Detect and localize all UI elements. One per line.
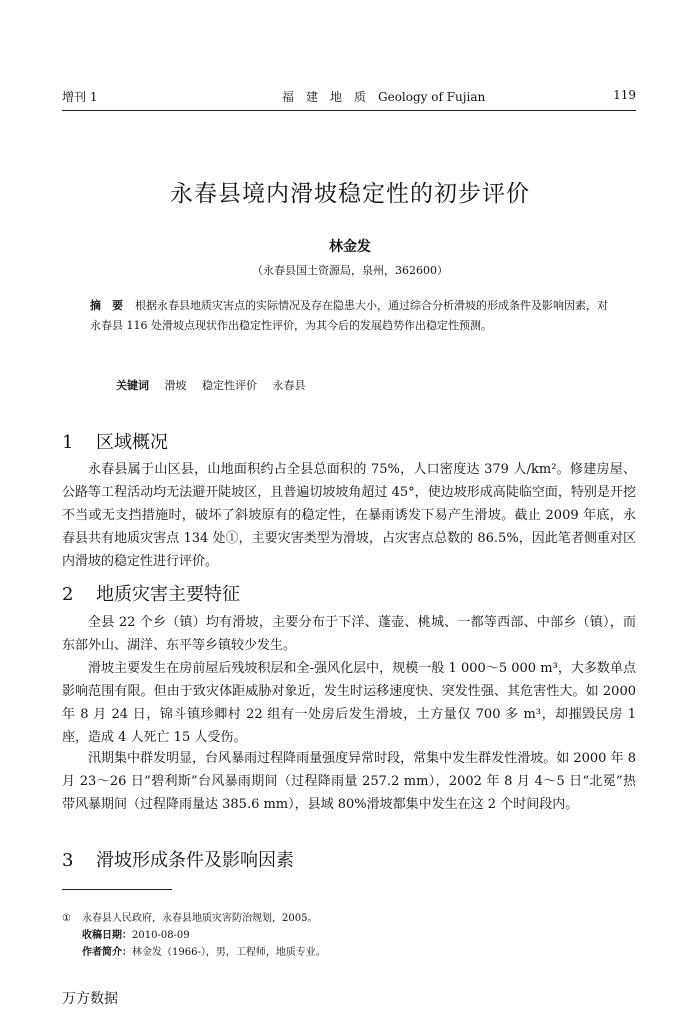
author-bio: [82, 943, 326, 958]
keywords-label: 关键词: [116, 379, 149, 392]
section-title: 滑坡形成条件及影响因素: [96, 850, 294, 871]
section-heading-3: [62, 846, 294, 872]
article-author: 林金发: [329, 239, 371, 255]
received-date: [82, 926, 190, 941]
keyword-item: 滑坡: [164, 379, 187, 392]
section-heading-1: [62, 428, 168, 454]
section-number: 2: [62, 584, 74, 605]
paragraph: 全县 22 个乡（镇）均有滑坡，主要分布于下洋、蓬壶、桃城、一都等西部、中部乡（镇），而东部外山、湖洋、东平等乡镇较少发生。: [62, 615, 636, 653]
abstract-label: 摘 要: [90, 299, 123, 312]
page-number: 119: [613, 88, 636, 102]
abstract-text: 根据永春县地质灾害点的实际情况及存在隐患大小，通过综合分析滑坡的形成条件及影响因素，对永春县 116 处滑坡点现状作出稳定性评价，为其今后的发展趋势作出稳定性预测。: [90, 299, 608, 332]
paragraph: 滑坡主要发生在房前屋后残坡积层和全-强风化层中，规模一般 1 000～5 000 m³，大多数单点影响范围有限。但由于致灾体距威胁对象近，发生时运移速度快、突发性强、其危害性大。如 2000 年 8 月 24 日，锦斗镇珍卿村 22 组有一处房后发生滑坡，土方量仅 700 多 m³，却摧毁民房 1 座，造成 4 人死亡 15 人受伤。: [62, 661, 636, 745]
article-title: 永春县境内滑坡稳定性的初步评价: [170, 181, 530, 207]
footnote-text: 永春县人民政府，永春县地质灾害防治规划，2005。: [82, 913, 318, 924]
paragraph: 汛期集中群发明显，台风暴雨过程降雨量强度异常时段，常集中发生群发性滑坡。如 2000 年 8 月 23～26 日“碧利斯”台风暴雨期间（过程降雨量 257.2 mm），2002 年 8 月 4～5 日“北冕”热带风暴期间（过程降雨量达 385.6 mm），县域 80%滑坡都集中发生在这 2 个时间段内。: [62, 751, 636, 812]
footnote-marker: ①: [62, 913, 71, 924]
section-title: 地质灾害主要特征: [96, 584, 240, 605]
section-number: 1: [62, 432, 74, 453]
section-number: 3: [62, 850, 74, 871]
watermark-text: 万方数据: [62, 991, 118, 1007]
section-heading-2: [62, 580, 240, 606]
keywords: [116, 377, 318, 393]
received-value: 2010-08-09: [132, 930, 190, 941]
journal-name: 福 建 地 质 Geology of Fujian: [282, 90, 486, 104]
keyword-item: 稳定性评价: [202, 379, 257, 392]
received-label: 收稿日期：: [82, 930, 132, 941]
issue-label: 增刊 1: [62, 90, 98, 104]
bio-label: 作者简介：: [82, 947, 132, 958]
header-divider: [62, 110, 636, 111]
footnote-1: [62, 909, 317, 924]
running-header: [62, 88, 636, 106]
section-title: 区域概况: [96, 432, 168, 453]
abstract: [90, 296, 610, 336]
footnote-divider: [62, 889, 172, 890]
paragraph: 永春县属于山区县，山地面积约占全县总面积的 75%，人口密度达 379 人/km²。修建房屋、公路等工程活动均无法避开陡坡区，且普遍切坡坡角超过 45°，使边坡形成高陡临空面，特别是开挖不当或无支挡措施时，破坏了斜坡原有的稳定性，在暴雨诱发下易产生滑坡。截止 2009 年底，永春县共有地质灾害点 134 处①，主要灾害类型为滑坡，占灾害点总数的 86.5%，因此笔者侧重对区内滑坡的稳定性进行评价。: [62, 462, 636, 569]
bio-text: 林金发（1966-），男，工程师，地质专业。: [132, 947, 326, 958]
author-affiliation: （永春县国土资源局，泉州，362600）: [252, 264, 448, 277]
keyword-item: 永春县: [272, 379, 306, 392]
